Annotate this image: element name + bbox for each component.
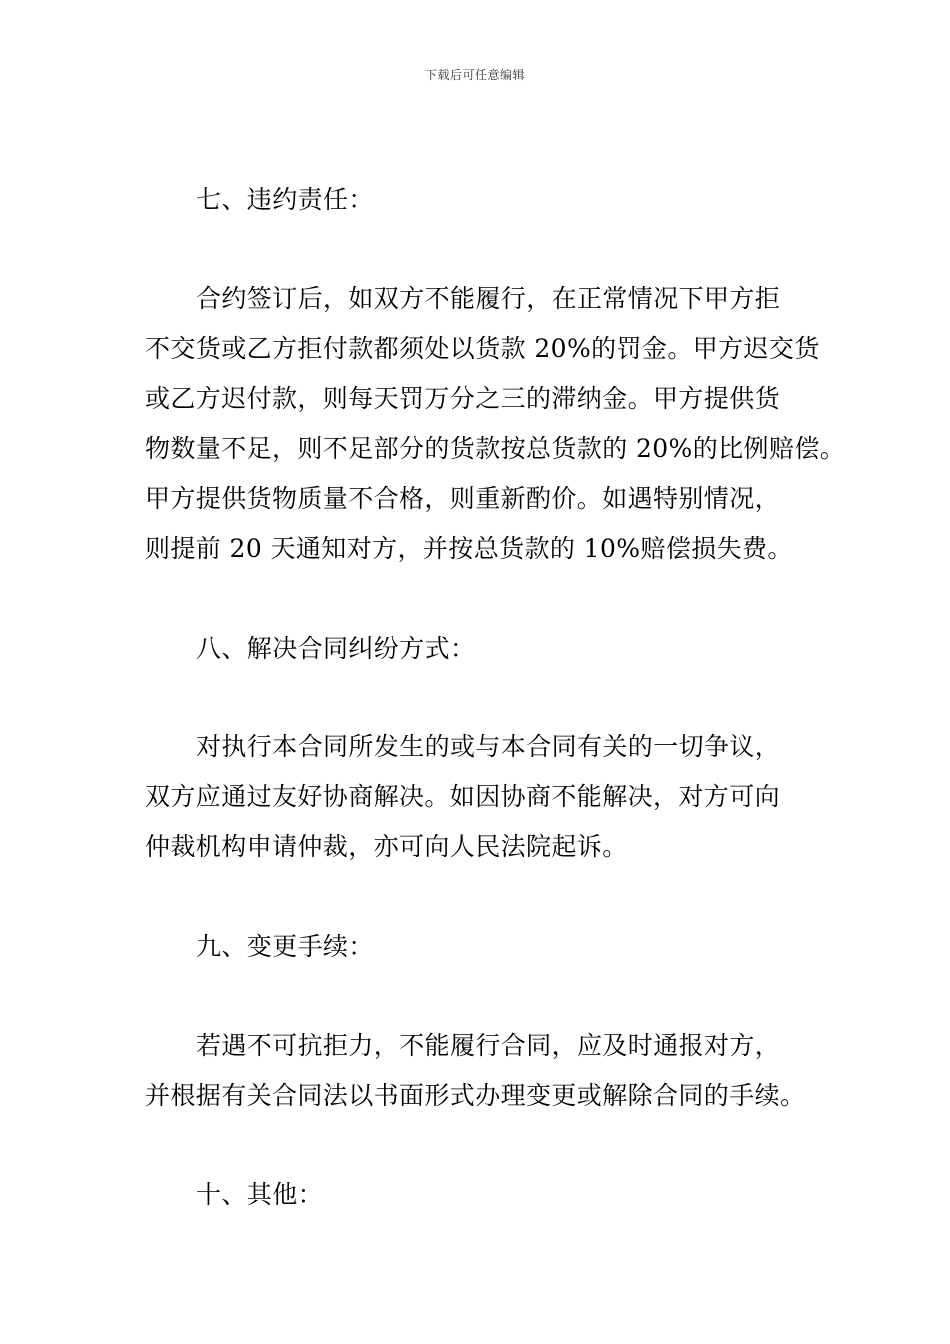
page-header-note: 下载后可任意编辑: [424, 68, 525, 82]
paragraph-line: 合约签订后，如双方不能履行，在正常情况下甲方拒: [196, 284, 781, 313]
paragraph-line: 若遇不可抗拒力，不能履行合同，应及时通报对方，: [196, 1031, 781, 1060]
paragraph-line: 仲裁机构申请仲裁，亦可向人民法院起诉。: [145, 832, 628, 861]
section-heading-breach-liability: 七、违约责任：: [196, 185, 374, 214]
section-body-dispute-resolution: [145, 722, 825, 872]
section-heading-dispute-resolution: 八、解决合同纠纷方式：: [196, 634, 476, 663]
section-body-breach-liability: [145, 274, 846, 574]
section-heading-change-procedure: 九、变更手续：: [196, 932, 374, 961]
paragraph-line: 双方应通过友好协商解决。如因协商不能解决，对方可向: [145, 782, 781, 811]
paragraph-line: 则提前 20 天通知对方，并按总货款的 10%赔偿损失费。: [145, 534, 793, 563]
paragraph-line: 或乙方迟付款，则每天罚万分之三的滞纳金。甲方提供货: [145, 384, 781, 413]
section-body-change-procedure: [145, 1021, 825, 1121]
paragraph-line: 并根据有关合同法以书面形式办理变更或解除合同的手续。: [145, 1081, 806, 1110]
paragraph-line: 甲方提供货物质量不合格，则重新酌价。如遇特别情况，: [145, 484, 781, 513]
section-heading-other: 十、其他：: [196, 1180, 324, 1209]
paragraph-line: 不交货或乙方拒付款都须处以货款 20%的罚金。甲方迟交货: [145, 334, 820, 363]
paragraph-line: 物数量不足，则不足部分的货款按总货款的 20%的比例赔偿。: [145, 434, 846, 463]
paragraph-line: 对执行本合同所发生的或与本合同有关的一切争议，: [196, 732, 781, 761]
